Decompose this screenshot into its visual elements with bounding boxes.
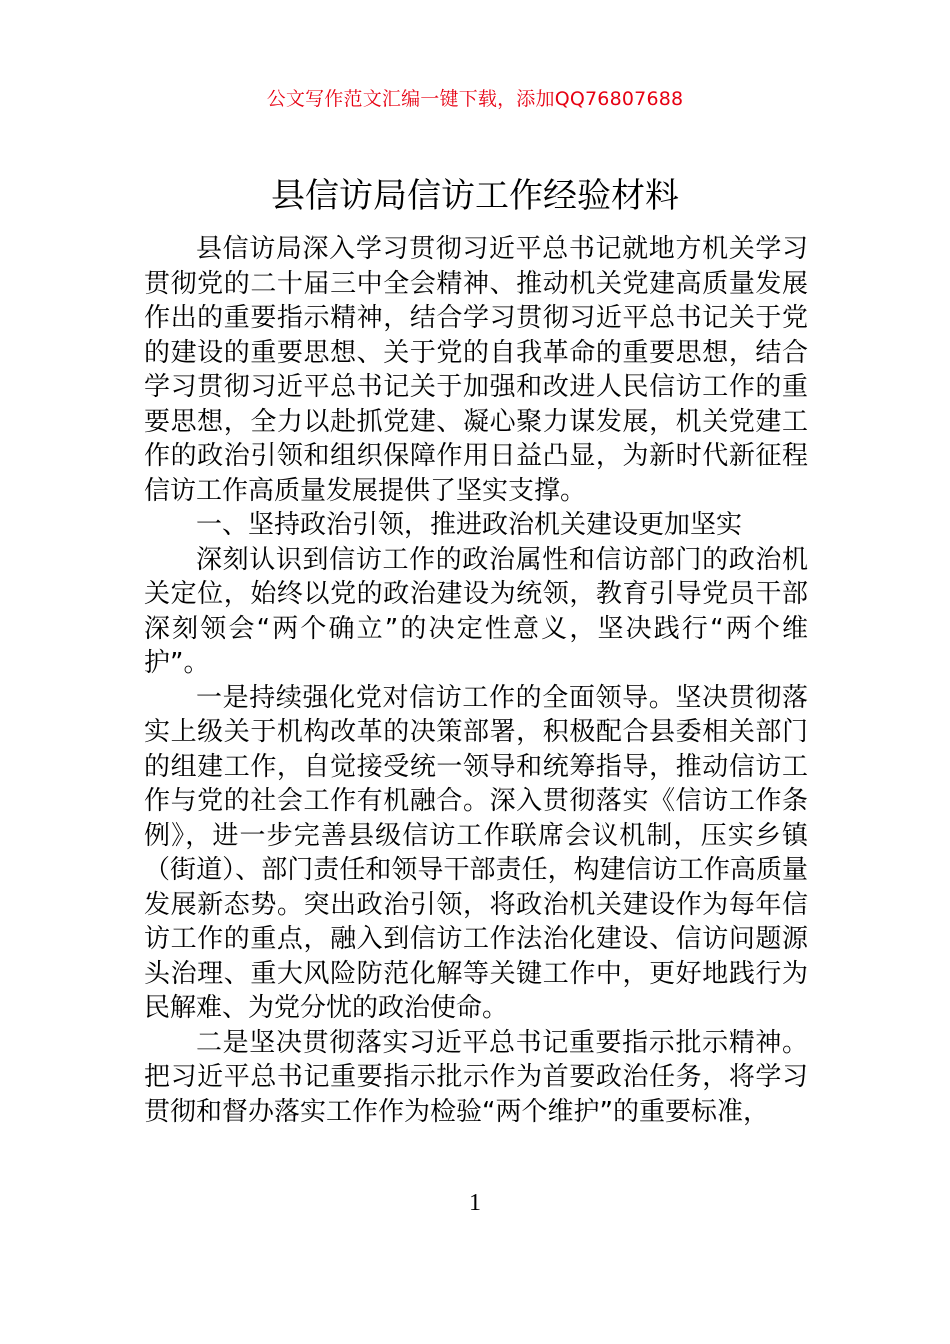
page-number: 1	[469, 1190, 481, 1216]
section-heading-1: 一、坚持政治引领，推进政治机关建设更加坚实	[196, 510, 743, 540]
download-promo-note: 公文写作范文汇编一键下载，添加QQ76807688	[266, 88, 684, 110]
intro-paragraph: 县信访局深入学习贯彻习近平总书记就地方机关学习贯彻党的二十届三中全会精神、推动机关党建高质量发展作出的重要指示精神，结合学习贯彻习近平总书记关于党的建设的重要思想、关于党的自我革命的重要思想，结合学习贯彻习近平总书记关于加强和改进人民信访工作的重要思想，全力以赴抓党建、凝心聚力谋发展，机关党建工作的政治引领和组织保障作用日益凸显，为新时代新征程信访工作高质量发展提供了坚实支撑。	[144, 234, 808, 506]
section-1-paragraph: 深刻认识到信访工作的政治属性和信访部门的政治机关定位，始终以党的政治建设为统领，教育引导党员干部深刻领会“两个确立”的决定性意义，坚决践行“两个维护”。	[144, 544, 808, 678]
document-title: 县信访局信访工作经验材料	[271, 176, 679, 216]
document-body	[144, 232, 808, 1129]
point-1-paragraph: 一是持续强化党对信访工作的全面领导。坚决贯彻落实上级关于机构改革的决策部署，积极配合县委相关部门的组建工作，自觉接受统一领导和统筹指导，推动信访工作与党的社会工作有机融合。深入贯彻落实《信访工作条例》，进一步完善县级信访工作联席会议机制，压实乡镇（街道）、部门责任和领导干部责任，构建信访工作高质量发展新态势。突出政治引领，将政治机关建设作为每年信访工作的重点，融入到信访工作法治化建设、信访问题源头治理、重大风险防范化解等关键工作中，更好地践行为民解难、为党分忧的政治使命。	[144, 682, 808, 1023]
point-2-paragraph: 二是坚决贯彻落实习近平总书记重要指示批示精神。把习近平总书记重要指示批示作为首要政治任务，将学习贯彻和督办落实工作作为检验“两个维护”的重要标准，	[144, 1027, 808, 1127]
